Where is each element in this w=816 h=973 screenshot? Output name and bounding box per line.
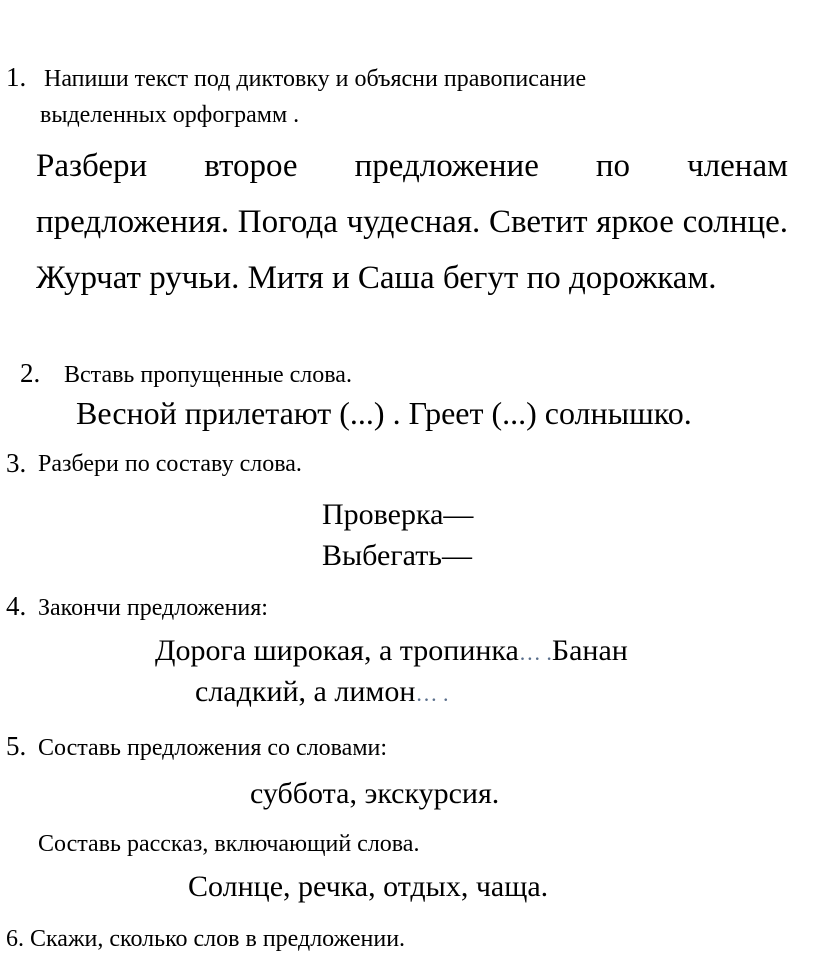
task4-line2-dots: … . (415, 681, 449, 706)
task6-instruction: 6. Скажи, сколько слов в предложении. (6, 926, 406, 952)
task1-dictation-text: Разбери второе предложение по членам предложения. Погода чудесная. Светит яркое солнце. Журчат ручьи. Митя и Саша бегут по дорожкам. (36, 148, 788, 296)
task5-instruction2: Составь рассказ, включающий слова. (38, 831, 420, 857)
task2-number: 2. (20, 358, 41, 388)
task4-sentence-line1 (155, 636, 628, 666)
task5-number: 5. (6, 731, 27, 761)
task4-line1-text: Дорога широкая, а тропинка (155, 634, 519, 667)
task4-line1-dots: … . (518, 640, 552, 665)
task4-line1-tail: Банан (551, 634, 628, 667)
task5-words: суббота, экскурсия. (250, 777, 500, 810)
task5-instruction: Составь предложения со словами: (38, 735, 388, 761)
task5-words2: Солнце, речка, отдых, чаща. (188, 870, 549, 903)
task3-word-proverka: Проверка— (322, 498, 474, 531)
task4-line2-text: сладкий, а лимон (195, 675, 416, 708)
task4-number: 4. (6, 591, 27, 621)
task2-sentence: Весной прилетают (...) . Греет (...) солнышко. (76, 395, 692, 431)
task3-number: 3. (6, 448, 27, 478)
task3-word-vybegat: Выбегать— (322, 539, 472, 572)
task1-number: 1. (6, 62, 27, 92)
task3-instruction: Разбери по составу слова. (38, 451, 302, 477)
task1-instruction-line2: выделенных орфограмм . (40, 102, 300, 128)
task4-instruction: Закончи предложения: (38, 595, 268, 621)
task4-sentence-line2 (195, 677, 448, 707)
task2-instruction: Вставь пропущенные слова. (64, 362, 352, 388)
task1-instruction-line1: Напиши текст под диктовку и объясни правописание (44, 66, 587, 92)
